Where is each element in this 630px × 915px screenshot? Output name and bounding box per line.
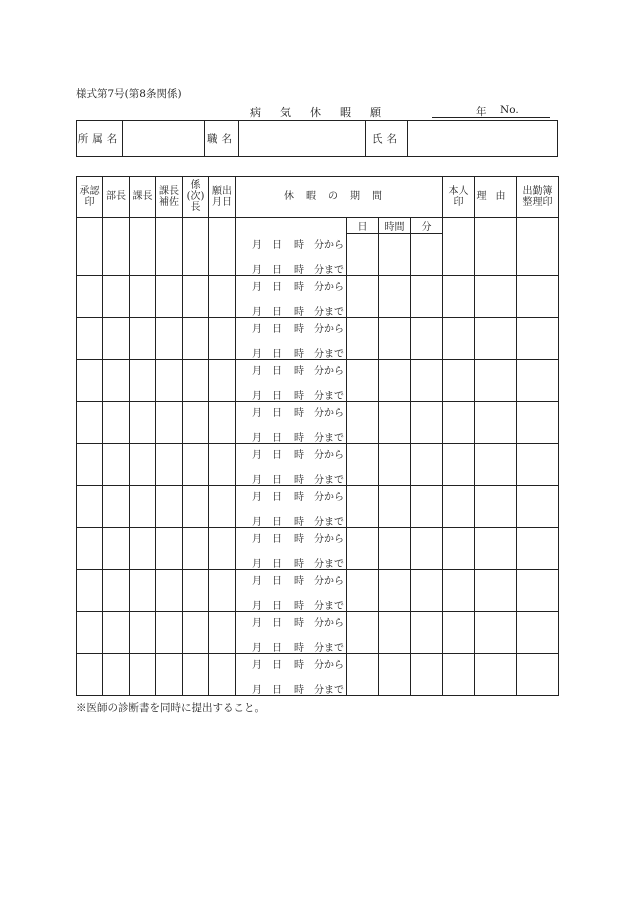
personal-seal-cell[interactable] xyxy=(443,486,475,528)
attendance-book-cell[interactable] xyxy=(517,444,559,486)
personal-seal-cell[interactable] xyxy=(443,360,475,402)
approval-cell[interactable] xyxy=(77,234,103,276)
hour-label: 時 xyxy=(294,264,304,276)
hour-label: 時 xyxy=(294,618,304,629)
to-label: 分まで xyxy=(314,601,344,612)
minutes-cell[interactable] xyxy=(411,402,443,444)
minutes-cell[interactable] xyxy=(411,318,443,360)
month-label: 月 xyxy=(252,324,262,335)
leave-period-cell[interactable] xyxy=(236,570,347,612)
header-days: 日 xyxy=(347,218,379,234)
deputy-section-head-cell[interactable] xyxy=(156,318,183,360)
leave-period-cell[interactable] xyxy=(236,234,347,276)
hour-label: 時 xyxy=(294,559,304,570)
hour-label: 時 xyxy=(294,349,304,360)
dept-head-cell[interactable] xyxy=(103,402,130,444)
subheader-row xyxy=(77,218,559,234)
to-label: 分まで xyxy=(314,264,344,276)
day-label: 日 xyxy=(272,282,282,293)
position-label: 職名 xyxy=(205,121,239,157)
dept-head-cell[interactable] xyxy=(103,234,130,276)
hour-label: 時 xyxy=(294,408,304,419)
affiliation-field[interactable] xyxy=(123,121,205,157)
deputy-section-head-cell[interactable] xyxy=(156,612,183,654)
section-head-cell[interactable] xyxy=(130,360,156,402)
chief-cell[interactable] xyxy=(183,360,209,402)
chief-cell[interactable] xyxy=(183,570,209,612)
hours-cell[interactable] xyxy=(379,570,411,612)
hours-cell[interactable] xyxy=(379,360,411,402)
minutes-cell[interactable] xyxy=(411,486,443,528)
hours-cell[interactable] xyxy=(379,528,411,570)
to-label: 分まで xyxy=(314,391,344,402)
header-personal-seal: 本人 印 xyxy=(443,177,475,218)
dept-head-cell[interactable] xyxy=(103,318,130,360)
leave-period-cell[interactable] xyxy=(236,444,347,486)
days-cell[interactable] xyxy=(347,318,379,360)
section-head-cell[interactable] xyxy=(130,402,156,444)
hour-label: 時 xyxy=(294,601,304,612)
days-cell[interactable] xyxy=(347,360,379,402)
form-reference: 様式第7号(第8条関係) xyxy=(76,88,182,100)
month-label: 月 xyxy=(252,408,262,419)
day-label: 日 xyxy=(272,366,282,377)
attendance-book-cell[interactable] xyxy=(517,612,559,654)
personal-seal-cell[interactable] xyxy=(443,528,475,570)
from-label: 分から xyxy=(314,618,344,629)
header-approval: 承認 印 xyxy=(77,177,103,218)
hours-cell[interactable] xyxy=(379,234,411,276)
leave-row xyxy=(77,234,559,276)
leave-row xyxy=(77,444,559,486)
month-label: 月 xyxy=(252,239,262,251)
application-date-cell[interactable] xyxy=(209,528,236,570)
section-head-cell[interactable] xyxy=(130,444,156,486)
header-section-head: 課長 xyxy=(130,177,156,218)
name-field[interactable] xyxy=(408,121,558,157)
section-head-cell[interactable] xyxy=(130,612,156,654)
days-cell[interactable] xyxy=(347,486,379,528)
month-label: 月 xyxy=(252,492,262,503)
dept-head-cell[interactable] xyxy=(103,276,130,318)
leave-row xyxy=(77,654,559,696)
section-head-cell[interactable] xyxy=(130,528,156,570)
day-label: 日 xyxy=(272,475,282,486)
chief-cell[interactable] xyxy=(183,486,209,528)
hour-label: 時 xyxy=(294,660,304,671)
approval-cell[interactable] xyxy=(77,444,103,486)
minutes-cell[interactable] xyxy=(411,570,443,612)
approval-cell[interactable] xyxy=(77,402,103,444)
leave-row xyxy=(77,570,559,612)
from-label: 分から xyxy=(314,408,344,419)
header-chief: 係 (次) 長 xyxy=(183,177,209,218)
application-date-cell[interactable] xyxy=(209,486,236,528)
personal-seal-cell[interactable] xyxy=(443,654,475,696)
leave-row xyxy=(77,528,559,570)
blank-cell xyxy=(156,218,183,234)
to-label: 分まで xyxy=(314,307,344,318)
approval-cell[interactable] xyxy=(77,612,103,654)
from-label: 分から xyxy=(314,450,344,461)
days-cell[interactable] xyxy=(347,444,379,486)
dept-head-cell[interactable] xyxy=(103,360,130,402)
days-cell[interactable] xyxy=(347,528,379,570)
reason-cell[interactable] xyxy=(475,318,517,360)
reason-cell[interactable] xyxy=(475,276,517,318)
day-label: 日 xyxy=(272,324,282,335)
days-cell[interactable] xyxy=(347,276,379,318)
application-date-cell[interactable] xyxy=(209,318,236,360)
month-label: 月 xyxy=(252,643,262,654)
hour-label: 時 xyxy=(294,450,304,461)
hours-cell[interactable] xyxy=(379,276,411,318)
section-head-cell[interactable] xyxy=(130,276,156,318)
attendance-book-cell[interactable] xyxy=(517,402,559,444)
attendance-book-cell[interactable] xyxy=(517,654,559,696)
month-label: 月 xyxy=(252,433,262,444)
dept-head-cell[interactable] xyxy=(103,570,130,612)
leave-row xyxy=(77,360,559,402)
hour-label: 時 xyxy=(294,492,304,503)
reason-cell[interactable] xyxy=(475,612,517,654)
leave-row xyxy=(77,486,559,528)
deputy-section-head-cell[interactable] xyxy=(156,654,183,696)
month-label: 月 xyxy=(252,450,262,461)
deputy-section-head-cell[interactable] xyxy=(156,234,183,276)
from-label: 分から xyxy=(314,534,344,545)
minutes-cell[interactable] xyxy=(411,612,443,654)
header-reason: 理由 xyxy=(475,177,517,218)
personal-seal-cell[interactable] xyxy=(443,444,475,486)
from-label: 分から xyxy=(314,576,344,587)
day-label: 日 xyxy=(272,643,282,654)
attendance-book-cell[interactable] xyxy=(517,528,559,570)
deputy-section-head-cell[interactable] xyxy=(156,402,183,444)
minutes-cell[interactable] xyxy=(411,444,443,486)
hour-label: 時 xyxy=(294,282,304,293)
day-label: 日 xyxy=(272,534,282,545)
blank-cell xyxy=(236,218,347,234)
approval-cell[interactable] xyxy=(77,570,103,612)
hour-label: 時 xyxy=(294,534,304,545)
attendance-book-cell[interactable] xyxy=(517,276,559,318)
hour-label: 時 xyxy=(294,433,304,444)
to-label: 分まで xyxy=(314,475,344,486)
month-label: 月 xyxy=(252,475,262,486)
affiliation-label: 所属名 xyxy=(77,121,123,157)
month-label: 月 xyxy=(252,601,262,612)
attendance-book-cell[interactable] xyxy=(517,486,559,528)
attendance-book-cell[interactable] xyxy=(517,360,559,402)
minutes-cell[interactable] xyxy=(411,654,443,696)
header-minutes: 分 xyxy=(411,218,443,234)
day-label: 日 xyxy=(272,433,282,444)
month-label: 月 xyxy=(252,559,262,570)
day-label: 日 xyxy=(272,559,282,570)
reason-cell[interactable] xyxy=(475,486,517,528)
from-label: 分から xyxy=(314,366,344,377)
days-cell[interactable] xyxy=(347,654,379,696)
day-label: 日 xyxy=(272,450,282,461)
application-date-cell[interactable] xyxy=(209,402,236,444)
leave-period-table xyxy=(76,176,559,696)
deputy-section-head-cell[interactable] xyxy=(156,570,183,612)
to-label: 分まで xyxy=(314,433,344,444)
blank-cell xyxy=(443,218,475,234)
personal-seal-cell[interactable] xyxy=(443,570,475,612)
day-label: 日 xyxy=(272,239,282,251)
dept-head-cell[interactable] xyxy=(103,486,130,528)
hour-label: 時 xyxy=(294,643,304,654)
header-deputy-section-head: 課長 補佐 xyxy=(156,177,183,218)
deputy-section-head-cell[interactable] xyxy=(156,360,183,402)
reason-cell[interactable] xyxy=(475,570,517,612)
name-label: 氏名 xyxy=(366,121,408,157)
hours-cell[interactable] xyxy=(379,444,411,486)
day-label: 日 xyxy=(272,492,282,503)
attendance-book-cell[interactable] xyxy=(517,318,559,360)
day-label: 日 xyxy=(272,349,282,360)
from-label: 分から xyxy=(314,324,344,335)
leave-row xyxy=(77,612,559,654)
from-label: 分から xyxy=(314,239,344,251)
leave-period-cell[interactable] xyxy=(236,318,347,360)
reason-cell[interactable] xyxy=(475,234,517,276)
from-label: 分から xyxy=(314,492,344,503)
section-head-cell[interactable] xyxy=(130,234,156,276)
minutes-cell[interactable] xyxy=(411,360,443,402)
personal-seal-cell[interactable] xyxy=(443,612,475,654)
hours-cell[interactable] xyxy=(379,654,411,696)
day-label: 日 xyxy=(272,391,282,402)
month-label: 月 xyxy=(252,517,262,528)
leave-period-cell[interactable] xyxy=(236,654,347,696)
hours-cell[interactable] xyxy=(379,318,411,360)
personal-seal-cell[interactable] xyxy=(443,318,475,360)
dept-head-cell[interactable] xyxy=(103,654,130,696)
blank-cell xyxy=(209,218,236,234)
header-hours: 時間 xyxy=(379,218,411,234)
chief-cell[interactable] xyxy=(183,318,209,360)
blank-cell xyxy=(183,218,209,234)
leave-period-cell[interactable] xyxy=(236,360,347,402)
approval-cell[interactable] xyxy=(77,528,103,570)
approval-cell[interactable] xyxy=(77,360,103,402)
minutes-cell[interactable] xyxy=(411,528,443,570)
days-cell[interactable] xyxy=(347,612,379,654)
application-date-cell[interactable] xyxy=(209,612,236,654)
hour-label: 時 xyxy=(294,685,304,696)
section-head-cell[interactable] xyxy=(130,486,156,528)
day-label: 日 xyxy=(272,618,282,629)
from-label: 分から xyxy=(314,660,344,671)
section-head-cell[interactable] xyxy=(130,654,156,696)
month-label: 月 xyxy=(252,307,262,318)
applicant-info-table xyxy=(76,120,558,157)
position-field[interactable] xyxy=(239,121,366,157)
hour-label: 時 xyxy=(294,366,304,377)
chief-cell[interactable] xyxy=(183,234,209,276)
personal-seal-cell[interactable] xyxy=(443,402,475,444)
year-number-field[interactable] xyxy=(432,104,550,118)
days-cell[interactable] xyxy=(347,570,379,612)
application-date-cell[interactable] xyxy=(209,276,236,318)
chief-cell[interactable] xyxy=(183,444,209,486)
approval-cell[interactable] xyxy=(77,654,103,696)
application-date-cell[interactable] xyxy=(209,654,236,696)
header-dept-head: 部長 xyxy=(103,177,130,218)
day-label: 日 xyxy=(272,576,282,587)
section-head-cell[interactable] xyxy=(130,318,156,360)
to-label: 分まで xyxy=(314,559,344,570)
reason-cell[interactable] xyxy=(475,528,517,570)
dept-head-cell[interactable] xyxy=(103,444,130,486)
month-label: 月 xyxy=(252,660,262,671)
day-label: 日 xyxy=(272,264,282,276)
month-label: 月 xyxy=(252,349,262,360)
deputy-section-head-cell[interactable] xyxy=(156,486,183,528)
reason-cell[interactable] xyxy=(475,444,517,486)
blank-cell xyxy=(77,218,103,234)
month-label: 月 xyxy=(252,534,262,545)
days-cell[interactable] xyxy=(347,234,379,276)
personal-seal-cell[interactable] xyxy=(443,234,475,276)
reason-cell[interactable] xyxy=(475,360,517,402)
to-label: 分まで xyxy=(314,517,344,528)
month-label: 月 xyxy=(252,391,262,402)
attendance-book-cell[interactable] xyxy=(517,570,559,612)
blank-cell xyxy=(103,218,130,234)
year-label: 年 xyxy=(476,106,487,118)
dept-head-cell[interactable] xyxy=(103,528,130,570)
hour-label: 時 xyxy=(294,324,304,335)
leave-period-cell[interactable] xyxy=(236,528,347,570)
hour-label: 時 xyxy=(294,239,304,251)
month-label: 月 xyxy=(252,282,262,293)
approval-cell[interactable] xyxy=(77,276,103,318)
header-leave-period: 休暇の期間 xyxy=(236,177,443,218)
approval-cell[interactable] xyxy=(77,318,103,360)
hours-cell[interactable] xyxy=(379,402,411,444)
chief-cell[interactable] xyxy=(183,528,209,570)
document-title: 病気休暇願 xyxy=(250,106,400,119)
hour-label: 時 xyxy=(294,475,304,486)
day-label: 日 xyxy=(272,601,282,612)
header-application-date: 願出 月日 xyxy=(209,177,236,218)
leave-period-cell[interactable] xyxy=(236,402,347,444)
hour-label: 時 xyxy=(294,576,304,587)
month-label: 月 xyxy=(252,618,262,629)
dept-head-cell[interactable] xyxy=(103,612,130,654)
hour-label: 時 xyxy=(294,307,304,318)
from-label: 分から xyxy=(314,282,344,293)
to-label: 分まで xyxy=(314,643,344,654)
reason-cell[interactable] xyxy=(475,654,517,696)
section-head-cell[interactable] xyxy=(130,570,156,612)
leave-row xyxy=(77,318,559,360)
footnote: ※医師の診断書を同時に提出すること。 xyxy=(76,702,265,714)
month-label: 月 xyxy=(252,264,262,276)
leave-period-cell[interactable] xyxy=(236,612,347,654)
chief-cell[interactable] xyxy=(183,276,209,318)
hour-label: 時 xyxy=(294,517,304,528)
leave-row xyxy=(77,402,559,444)
blank-cell xyxy=(475,218,517,234)
to-label: 分まで xyxy=(314,685,344,696)
header-attendance-book: 出勤簿 整理印 xyxy=(517,177,559,218)
deputy-section-head-cell[interactable] xyxy=(156,444,183,486)
hour-label: 時 xyxy=(294,391,304,402)
deputy-section-head-cell[interactable] xyxy=(156,276,183,318)
number-label: No. xyxy=(500,104,519,116)
deputy-section-head-cell[interactable] xyxy=(156,528,183,570)
month-label: 月 xyxy=(252,366,262,377)
leave-period-cell[interactable] xyxy=(236,486,347,528)
days-cell[interactable] xyxy=(347,402,379,444)
day-label: 日 xyxy=(272,307,282,318)
chief-cell[interactable] xyxy=(183,654,209,696)
application-date-cell[interactable] xyxy=(209,360,236,402)
hours-cell[interactable] xyxy=(379,612,411,654)
minutes-cell[interactable] xyxy=(411,276,443,318)
minutes-cell[interactable] xyxy=(411,234,443,276)
hours-cell[interactable] xyxy=(379,486,411,528)
leave-period-cell[interactable] xyxy=(236,276,347,318)
personal-seal-cell[interactable] xyxy=(443,276,475,318)
chief-cell[interactable] xyxy=(183,402,209,444)
month-label: 月 xyxy=(252,576,262,587)
day-label: 日 xyxy=(272,408,282,419)
application-date-cell[interactable] xyxy=(209,234,236,276)
day-label: 日 xyxy=(272,660,282,671)
application-date-cell[interactable] xyxy=(209,444,236,486)
application-date-cell[interactable] xyxy=(209,570,236,612)
blank-cell xyxy=(517,218,559,234)
attendance-book-cell[interactable] xyxy=(517,234,559,276)
day-label: 日 xyxy=(272,685,282,696)
blank-cell xyxy=(130,218,156,234)
to-label: 分まで xyxy=(314,349,344,360)
leave-row xyxy=(77,276,559,318)
day-label: 日 xyxy=(272,517,282,528)
month-label: 月 xyxy=(252,685,262,696)
chief-cell[interactable] xyxy=(183,612,209,654)
approval-cell[interactable] xyxy=(77,486,103,528)
reason-cell[interactable] xyxy=(475,402,517,444)
